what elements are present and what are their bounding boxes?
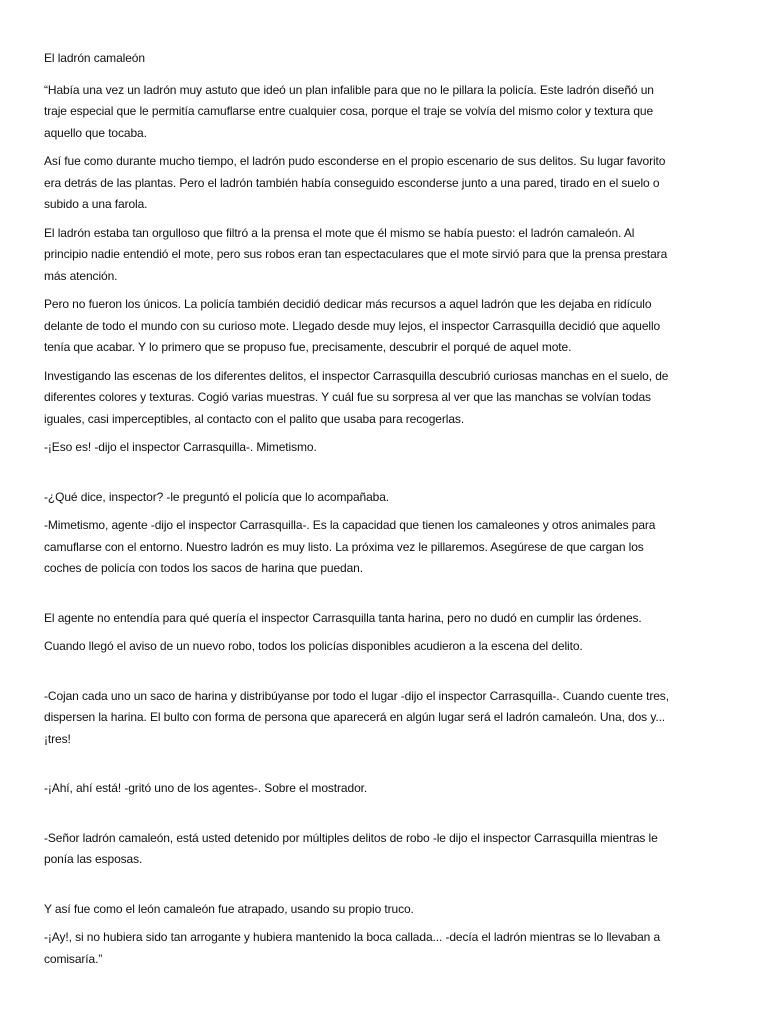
paragraph-line: Así fue como durante mucho tiempo, el ladrón pudo esconderse en el propio escenario de sus delitos. Su lugar favorito — [44, 154, 666, 168]
paragraph-line: subido a una farola. — [44, 197, 148, 211]
paragraph-line: traje especial que le permitía camuflarse entre cualquier cosa, porque el traje se volvía del mismo color y textura que — [44, 104, 654, 118]
paragraph-14 — [44, 899, 724, 921]
paragraph-line: era detrás de las plantas. Pero el ladrón también había conseguido esconderse junto a una pared, tirado en el suelo o — [44, 175, 660, 190]
paragraph-line: -¿Qué dice, inspector? -le preguntó el policía que lo acompañaba. — [44, 489, 390, 504]
paragraph-11 — [44, 686, 724, 751]
paragraph-3 — [44, 223, 724, 288]
paragraph-8 — [44, 515, 724, 580]
paragraph-5 — [44, 366, 724, 431]
paragraph-line: Y así fue como el león camaleón fue atrapado, usando su propio truco. — [44, 901, 414, 916]
paragraph-line: principio nadie entendió el mote, pero sus robos eran tan espectaculares que el mote sirvió para que la prensa prestara — [44, 247, 668, 261]
paragraph-line: -¡Ahí, ahí está! -gritó uno de los agentes-. Sobre el mostrador. — [44, 781, 368, 795]
paragraph-line: iguales, casi imperceptibles, al contacto con el palito que usaba para recogerlas. — [44, 411, 465, 426]
paragraph-line: -¡Eso es! -dijo el inspector Carrasquilla-. Mimetismo. — [44, 440, 317, 454]
paragraph-line: ponía las esposas. — [44, 852, 143, 866]
paragraph-12 — [44, 778, 724, 800]
paragraph-13 — [44, 828, 724, 871]
paragraph-line: comisaría.” — [44, 951, 103, 966]
paragraph-line: más atención. — [44, 268, 118, 283]
paragraph-line: -¡Ay!, si no hubiera sido tan arrogante y hubiera mantenido la boca callada... -decía el ladrón mientras se lo llevaban a — [44, 930, 661, 944]
paragraph-1 — [44, 80, 724, 145]
paragraph-line: aquello que tocaba. — [44, 125, 147, 140]
paragraph-9 — [44, 608, 724, 630]
paragraph-15 — [44, 927, 724, 970]
paragraph-line: El agente no entendía para qué quería el inspector Carrasquilla tanta harina, pero no dudó en cumplir las órdenes. — [44, 610, 642, 625]
paragraph-line: Investigando las escenas de los diferentes delitos, el inspector Carrasquilla descubrió curiosas manchas en el suelo, de — [44, 368, 669, 383]
paragraph-6 — [44, 437, 724, 459]
paragraph-line: dispersen la harina. El bulto con forma de persona que aparecerá en algún lugar será el ladrón camaleón. Una, dos y... — [44, 710, 666, 724]
paragraph-line: tenía que acabar. Y lo primero que se propuso fue, precisamente, descubrir el porqué de aquel mote. — [44, 340, 572, 354]
paragraph-line: delante de todo el mundo con su curioso mote. Llegado desde muy lejos, el inspector Carrasquilla decidió que aquello — [44, 318, 661, 333]
document-title — [44, 48, 724, 70]
paragraph-line: ¡tres! — [44, 731, 71, 746]
paragraph-2 — [44, 151, 724, 216]
paragraph-line: coches de policía con todos los sacos de harina que puedan. — [44, 561, 363, 575]
paragraph-4 — [44, 294, 724, 359]
title-text: El ladrón camaleón — [44, 51, 145, 65]
paragraph-line: Pero no fueron los únicos. La policía también decidió dedicar más recursos a aquel ladrón que les dejaba en ridículo — [44, 297, 652, 311]
paragraph-line: Cuando llegó el aviso de un nuevo robo, todos los policías disponibles acudieron a la escena del delito. — [44, 639, 583, 653]
paragraph-line: -Señor ladrón camaleón, está usted detenido por múltiples delitos de robo -le dijo el inspector Carrasquilla mientras le — [44, 830, 658, 845]
paragraph-10 — [44, 636, 724, 658]
paragraph-7 — [44, 487, 724, 509]
document-page — [44, 48, 724, 977]
paragraph-line: diferentes colores y texturas. Cogió varias muestras. Y cuál fue su sorpresa al ver que las manchas se volvían todas — [44, 390, 651, 404]
paragraph-line: -Mimetismo, agente -dijo el inspector Carrasquilla-. Es la capacidad que tienen los camaleones y otros animales para — [44, 518, 656, 532]
paragraph-line: El ladrón estaba tan orgulloso que filtró a la prensa el mote que él mismo se había puesto: el ladrón camaleón. Al — [44, 225, 635, 240]
paragraph-line: camuflarse con el entorno. Nuestro ladrón es muy listo. La próxima vez le pillaremos. Asegúrese de que cargan los — [44, 539, 644, 554]
paragraph-line: “Había una vez un ladrón muy astuto que ideó un plan infalible para que no le pillara la policía. Este ladrón diseñó un — [44, 82, 654, 97]
paragraph-line: -Cojan cada uno un saco de harina y distribúyanse por todo el lugar -dijo el inspector Carrasquilla-. Cuando cuente tres, — [44, 688, 669, 703]
